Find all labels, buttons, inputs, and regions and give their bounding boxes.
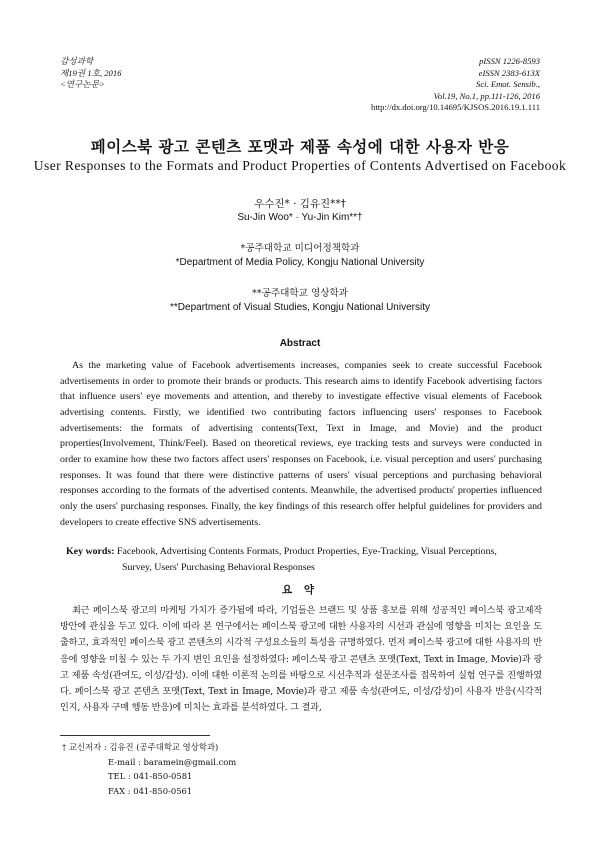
author-fax: FAX : 041-850-0561 [108,785,193,796]
affiliation-1-korean: *공주대학교 미디어정책학과 [240,243,360,254]
eissn: eISSN 2383-613X [478,67,540,78]
article-type: <연구논문> [60,79,105,89]
abstract-body: As the marketing value of Facebook advertisements increases, companies seek to create successful Facebook advertisements in order to promote their brands or products. This research aims to identify Facebook advertising factors that influence users' eye movements and attention, and thereby to investigate effective visual elements of Facebook advertising contents. Firstly, we identified two contributing factors influencing users' responses to Facebook advertisements: the formats of advertising contents(Text, Text in Image, and Movie) and the product properties(Involvement, Think/Feel). Based on theoretical reviews, eye tracking tests and surveys were conducted in order to examine how these two factors affect users' responses on Facebook, i.e. visual perception and users' purchasing responses. It was found that there were distinctive patterns of users' visual perceptions and purchasing behavioral responses according to the formats of the advertised contents. Meanwhile, the advertised products' properties influenced only the users' purchasing responses. Finally, the key findings of this research offer helpful guidelines for providers and developers to create effective SNS advertisements. [60,360,542,528]
author-email[interactable]: E-mail : baramein@gmail.com [108,756,237,767]
authors-english: Su-Jin Woo* · Yu-Jin Kim**† [237,212,363,223]
abstract-heading: Abstract [279,338,321,349]
doi-link[interactable]: http://dx.doi.org/10.14695/KJSOS.2016.19.1.111 [371,102,540,112]
title-korean: 페이스북 광고 콘텐츠 포맷과 제품 속성에 대한 사용자 반응 [90,138,510,156]
journal-abbrev: Sci. Emot. Sensib., [476,79,540,89]
keywords-line-2: Survey, Users' Purchasing Behavioral Responses [122,561,315,573]
corresponding-author-footnote [62,740,236,798]
keywords [66,544,542,575]
journal-name: 감성과학 [60,56,94,66]
korean-summary-body: 최근 페이스북 광고의 마케팅 가치가 증가됨에 따라, 기업들은 브랜드 및 상품 홍보를 위해 성공적인 페이스북 광고제작 방안에 관심을 두고 있다. 이에 따라 본 연구에서는 페이스북 광고에 대한 사용자의 시선과 관심에 영향을 미치는 요인을 도출하고, 효과적인 페이스북 광고 콘텐츠의 시각적 구성요소들의 특성을 규명하였다. 먼저 페이스북 광고에 대한 사용자의 반응에 영향을 미칠 수 있는 두 가지 변인 요인을 설정하였다: 페이스북 광고 콘텐츠 포맷(Text, Text in Image, Movie)과 광고 제품 속성(관여도, 이성/감성). 이에 대한 이론적 논의를 바탕으로 시선추적과 설문조사를 접목하여 실험 연구를 진행하였다. 페이스북 광고 콘텐츠 포맷(Text, Text in Image, Movie)과 광고 제품 속성(관여도, 이성/감성)이 사용자 반응(시각적 인지, 사용자 구매 행동 반응)에 미치는 효과를 분석하였다. 그 결과, [60,605,542,714]
affiliation-2-english: **Department of Visual Studies, Kongju National University [170,302,430,313]
corresponding-author-label: † 교신저자 : 김유진 (공주대학교 영상학과) [62,742,219,752]
korean-summary-heading: 요 약 [282,584,318,596]
footnote-divider [60,735,210,736]
keywords-label: Key words: [66,546,115,557]
affiliation-1-english: *Department of Media Policy, Kongju National University [175,257,425,268]
journal-header-right [371,56,540,114]
authors-korean: 우수진* · 김유진**† [254,198,346,210]
journal-volume: 제19권 1호, 2016 [60,67,122,78]
keywords-line-1: Facebook, Advertising Contents Formats, Product Properties, Eye-Tracking, Visual Perceptions, [117,546,497,557]
title-english: User Responses to the Formats and Product Properties of Contents Advertised on Facebook [33,158,567,173]
volume-pages: Vol.19, No.1, pp.111-126, 2016 [433,90,540,101]
author-tel: TEL : 041-850-0581 [108,771,193,782]
pissn: pISSN 1226-8593 [479,56,540,66]
affiliation-2-korean: **공주대학교 영상학과 [251,288,349,299]
journal-header-left [60,56,121,91]
